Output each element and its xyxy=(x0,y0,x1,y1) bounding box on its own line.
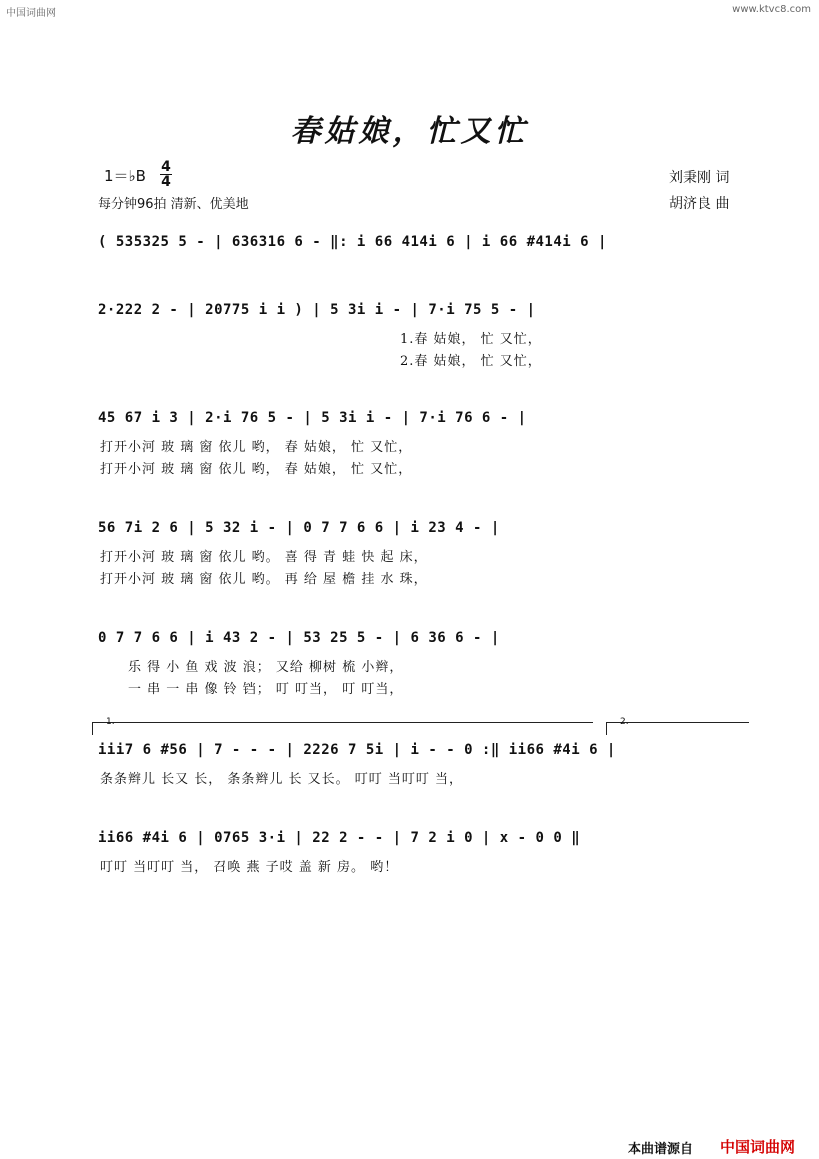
lyric-line-6: 条条辫儿 长又 长， 条条辫儿 长 又长。 叮叮 当叮叮 当， xyxy=(100,772,464,787)
tempo-marking: 每分钟96拍 清新、优美地 xyxy=(98,197,249,212)
first-ending-bracket xyxy=(92,722,593,735)
lyricist-credit: 刘秉刚 词 xyxy=(669,170,730,186)
lyric-line-5b: 一 串 一 串 像 铃 铛； 叮 叮当， 叮 叮当， xyxy=(128,682,404,697)
lyric-line-3a: 打开小河 玻 璃 窗 依儿 哟， 春 姑娘， 忙 又忙， xyxy=(100,440,413,455)
notation-line-7: ii66 #4i 6 | 0765 3·i | 22 2 - - | 7 2 i 0 | x - 0 0 ‖ xyxy=(98,830,581,846)
composer-credit: 胡济良 曲 xyxy=(669,196,730,212)
lyric-line-2a: 1.春 姑娘， 忙 又忙， xyxy=(400,332,542,347)
first-ending-label: 1. xyxy=(106,717,115,727)
notation-line-4: 56 7i 2 6 | 5 32 i - | 0 7 7 6 6 | i 23 4 - | xyxy=(98,520,500,536)
notation-line-2: 2·222 2 - | 20775 i i ) | 5 3i i - | 7·i 75 5 - | xyxy=(98,302,536,318)
watermark-left: 中国词曲网 xyxy=(6,8,56,19)
key-signature: 1＝♭B xyxy=(104,167,146,185)
notation-line-5: 0 7 7 6 6 | i 43 2 - | 53 25 5 - | 6 36 6 - | xyxy=(98,630,500,646)
footer-label: 本曲谱源自 xyxy=(628,1142,694,1157)
notation-line-6: iii7 6 #56 | 7 - - - | 2226 7 5i | i - - 0 :‖ ii66 #4i 6 | xyxy=(98,742,616,758)
notation-line-3: 45 67 i 3 | 2·i 76 5 - | 5 3i i - | 7·i 76 6 - | xyxy=(98,410,527,426)
lyric-line-7: 叮叮 当叮叮 当， 召唤 燕 子哎 盖 新 房。 哟！ xyxy=(100,860,399,875)
lyric-line-5a: 乐 得 小 鱼 戏 波 浪； 又给 柳树 梳 小辫， xyxy=(128,660,404,675)
lyric-line-4a: 打开小河 玻 璃 窗 依儿 哟。 喜 得 青 蛙 快 起 床， xyxy=(100,550,428,565)
lyric-line-3b: 打开小河 玻 璃 窗 依儿 哟， 春 姑娘， 忙 又忙， xyxy=(100,462,413,477)
lyric-line-2b: 2.春 姑娘， 忙 又忙， xyxy=(400,354,542,369)
song-title: 春姑娘，忙又忙 xyxy=(290,114,529,149)
watermark-right: www.ktvc8.com xyxy=(732,4,811,15)
lyric-line-4b: 打开小河 玻 璃 窗 依儿 哟。 再 给 屋 檐 挂 水 珠， xyxy=(100,572,428,587)
time-signature xyxy=(160,160,172,189)
meter-top: 4 xyxy=(161,159,171,175)
notation-line-1: ( 535325 5 - | 636316 6 - ‖: i 66 414i 6 | i 66 #414i 6 | xyxy=(98,234,607,250)
second-ending-label: 2. xyxy=(620,717,629,727)
footer-site: 中国词曲网 xyxy=(720,1138,796,1156)
meter-bottom: 4 xyxy=(161,174,171,190)
